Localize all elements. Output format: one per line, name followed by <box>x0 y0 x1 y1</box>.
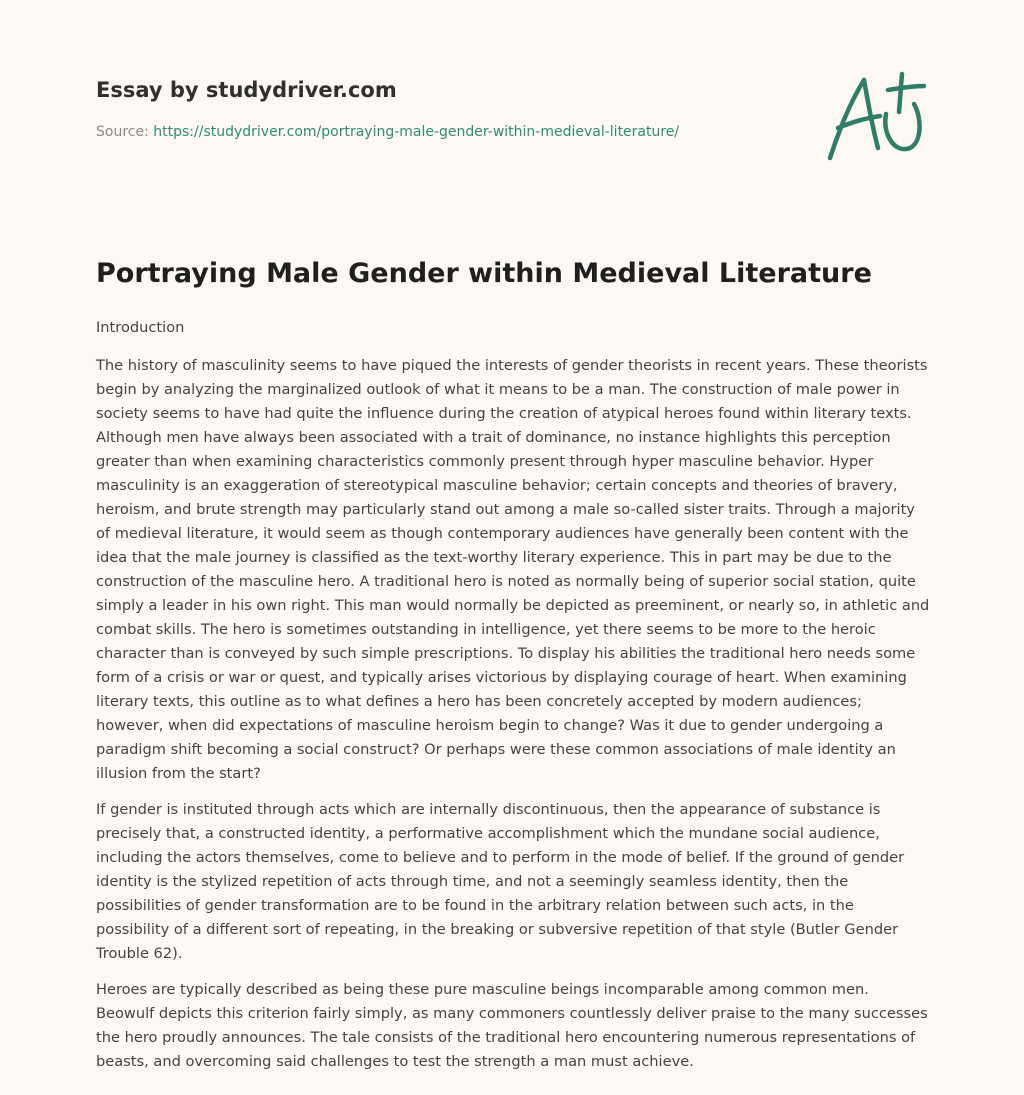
essay-title: Portraying Male Gender within Medieval Literature <box>96 258 872 289</box>
paragraph-1: The history of masculinity seems to have piqued the interests of gender theorists in recent years. These theorists begin by analyzing the marginalized outlook of what it means to be a man. The construction of male power in society seems to have had quite the influence during the creation of atypical heroes found within literary texts. Although men have always been associated with a trait of dominance, no instance highlights this perception greater than when examining characteristics commonly present through hyper masculine behavior. Hyper masculinity is an exaggeration of stereotypical masculine behavior; certain concepts and theories of bravery, heroism, and brute strength may particularly stand out among a male so-called sister traits. Through a majority of medieval literature, it would seem as though contemporary audiences have generally been content with the idea that the male journey is classified as the text-worthy literary experience. This in part may be due to the construction of the masculine hero. A traditional hero is noted as normally being of superior social station, quite simply a leader in his own right. This man would normally be depicted as preeminent, or nearly so, in athletic and combat skills. The hero is sometimes outstanding in intelligence, yet there seems to be more to the heroic character than is conveyed by such simple prescriptions. To display his abilities the traditional hero needs some form of a crisis or war or quest, and typically arises victorious by displaying courage of heart. When examining literary texts, this outline as to what defines a hero has been concretely accepted by modern audiences; however, when did expectations of masculine heroism begin to change? Was it due to gender undergoing a paradigm shift becoming a social construct? Or perhaps were these common associations of male identity an illusion from the start? <box>96 357 930 782</box>
source-link[interactable]: https://studydriver.com/portraying-male-gender-within-medieval-literature/ <box>153 124 680 140</box>
a-plus-logo-icon <box>822 68 930 166</box>
source-label: Source: <box>96 124 154 140</box>
paragraph-3: Heroes are typically described as being these pure masculine beings incomparable among common men. Beowulf depicts this criterion fairly simply, as many commoners countlessly deliver praise to the many successes the hero proudly announces. The tale consists of the traditional hero encountering numerous representations of beasts, and overcoming said challenges to test the strength a man must achieve. <box>96 981 928 1070</box>
source-line <box>96 122 796 142</box>
paragraph-2: If gender is instituted through acts which are internally discontinuous, then the appearance of substance is precisely that, a constructed identity, a performative accomplishment which the mundane social audience, including the actors themselves, come to believe and to perform in the mode of belief. If the ground of gender identity is the stylized repetition of acts through time, and not a seemingly seamless identity, then the possibilities of gender transformation are to be found in the arbitrary relation between such acts, in the possibility of a different sort of repeating, in the breaking or subversive repetition of that style (Butler Gender Trouble 62). <box>96 801 905 962</box>
intro-heading: Introduction <box>96 319 185 336</box>
site-brand: Essay by studydriver.com <box>96 78 397 102</box>
a-plus-logo <box>822 68 930 166</box>
essay-body <box>96 316 930 1086</box>
page-header <box>96 76 796 142</box>
